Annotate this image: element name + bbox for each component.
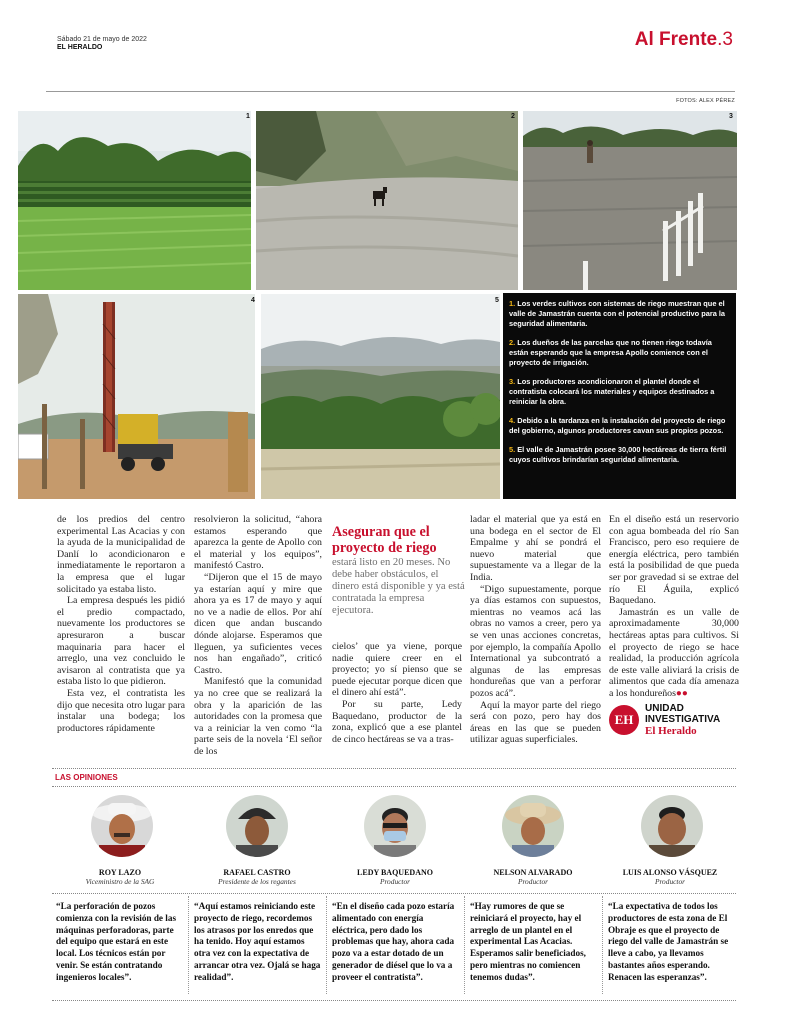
caption-number: 1. [509, 299, 516, 308]
paragraph: “Dijeron que el 15 de mayo ya estarían aquí y mire que ahora ya es 17 de mayo y aquí no ve a nadie de ellos. Por ahí dicen que andan buscando dónde alojarse. Esperamos que lleguen, ya suficientes veces nos han engañado”, criticó Castro. [194, 571, 322, 676]
logo-line-2: INVESTIGATIVA [645, 714, 721, 725]
opinion-quote: “En el diseño cada pozo estaría alimentado con energía eléctrica, pero dado los problemas que hay, ahora cada pozo va a estar dotado de un generador de diésel que lo va a proveer el contratista”. [332, 901, 455, 982]
article-column-3 [332, 641, 462, 745]
paragraph: Manifestó que la comunidad ya no cree que se realizará la obra y la aparición de las autoridades con la promesa que va a reiniciar la ven como “la parte seis de la novela ‘El señor de los [194, 676, 322, 757]
opinion-quote: “La perforación de pozos comienza con la revisión de las máquinas perforadoras, parte del equipo que estará en este local. Los técnicos están por venir. Se están contratando ingenieros locales”. [56, 901, 177, 982]
photo-number: 1 [246, 113, 250, 120]
photo-number: 2 [511, 113, 515, 120]
avatar [226, 795, 288, 857]
paragraph [609, 607, 739, 700]
logo-line-3: El Heraldo [645, 725, 697, 737]
opinion-role: Productor [517, 877, 549, 886]
article-column-5 [609, 514, 739, 700]
column-separator [464, 896, 465, 994]
opinion-quote: “La expectativa de todos los productores de esta zona de El Obraje es que el proyecto de riego del valle de Jamastrán se lleve a cabo, ya llevamos bastantes años esperando. Renacen las esperanzas”. [608, 901, 729, 982]
caption-number: 3. [509, 377, 516, 386]
avatar [502, 795, 564, 857]
avatar [364, 795, 426, 857]
paragraph: cielos’ que ya viene, porque nadie quiere creer en el proyecto; yo sí pienso que se puede ejecutar porque dicen que el dinero ahí está”. [332, 641, 462, 699]
logo-line-1: UNIDAD [645, 703, 684, 714]
opinion-role: Viceministro de la SAG [85, 877, 155, 886]
opinion-1 [56, 868, 184, 886]
headline: Aseguran que el proyecto de riego [332, 524, 437, 556]
opinions-label-rule [52, 786, 736, 787]
photo-green-crops [18, 111, 251, 290]
caption-text: El valle de Jamastrán posee 30,000 hectáreas de tierra fértil cuyos cultivos brindarían seguridad alimentaria. [509, 445, 727, 464]
caption-text: Los productores acondicionaron el plantel donde el contratista colocará los materiales y equipos destinados a reiniciar la obra. [509, 377, 715, 406]
photo-credit: FOTOS: ALEX PÉREZ [676, 98, 735, 104]
article-column-4 [470, 514, 601, 746]
opinion-2 [193, 868, 321, 886]
opinion-name: RAFAEL CASTRO [223, 868, 291, 877]
article-column-1 [57, 514, 185, 734]
caption-4 [509, 416, 729, 436]
article-column-2 [194, 514, 322, 757]
paragraph: resolvieron la solicitud, “ahora estamos esperando que aparezca la gente de Apollo con el material y los equipos”, manifestó Castro. [194, 514, 322, 572]
issue-date: Sábado 21 de mayo de 2022 [57, 36, 147, 43]
publication-name: EL HERALDO [57, 44, 103, 51]
paragraph: “Digo supuestamente, porque ya días estamos con supuestos, mientras no veamos acá las obras no vamos a creer, pero ya se ven unas acciones concretas, por ejemplo, la compañía Apollo International ya subcontrató a algunas de las empresas hondureñas que van a perforar pozos acá”. [470, 583, 601, 699]
paragraph: Por su parte, Ledy Baquedano, productor de la zona, explicó que a ese plantel de cinco hectáreas se va a tras- [332, 698, 462, 745]
opinion-5 [606, 868, 734, 886]
paragraph: La empresa después les pidió el predio compactado, nuevamente los productores se apresuraron a buscar maquinaria para hacer el arreglo, una vez concluido le avisaron al contratista que ya estaba listo lo que pidieron. [57, 595, 185, 688]
column-separator [602, 896, 603, 994]
photo-captions [503, 293, 736, 499]
opinion-role: Productor [379, 877, 411, 886]
avatar [641, 795, 703, 857]
caption-number: 4. [509, 416, 516, 425]
caption-3 [509, 377, 729, 407]
paragraph: de los predios del centro experimental Las Acacias y con la ayuda de la municipalidad de Danlí lo acondicionaron e inmediatamente le reportaron a la empresa que el lugar solicitado ya estaba listo. [57, 514, 185, 595]
photo-drilling-rig [18, 294, 255, 499]
opinion-3 [331, 868, 459, 886]
caption-number: 2. [509, 338, 516, 347]
end-mark: ●● [675, 687, 688, 699]
opinion-name: LUIS ALONSO VÁSQUEZ [622, 868, 718, 877]
photo-dry-field-horse [256, 111, 518, 290]
caption-5 [509, 445, 729, 465]
caption-1 [509, 299, 729, 329]
unidad-investigativa-logo [609, 703, 739, 739]
photo-valley-panorama [261, 294, 500, 499]
caption-text: Los verdes cultivos con sistemas de riego muestran que el valle de Jamastrán cuenta con el potencial productivo para la seguridad alimentaria. [509, 299, 726, 328]
opinion-quote: “Hay rumores de que se reiniciará el proyecto, hay el arreglo de un plantel en el experimental Las Acacias. Esperamos salir beneficiados, pero mientras no comiencen tenemos dudas”. [470, 901, 586, 982]
photo-number: 4 [251, 297, 255, 304]
deck: estará listo en 20 meses. No debe haber obstáculos, el dinero está disponible y ya está contratada la empresa ejecutora. [332, 557, 465, 616]
section-title [635, 29, 733, 51]
opinion-name: LEDY BAQUEDANO [357, 868, 433, 877]
logo-initials: EH [614, 712, 634, 727]
opinion-name: NELSON ALVARADO [493, 868, 573, 877]
section-name: Al Frente [634, 29, 718, 50]
opinion-4 [469, 868, 597, 886]
opinions-top-rule [52, 768, 736, 769]
caption-2 [509, 338, 729, 368]
header-rule [46, 91, 735, 92]
paragraph: ladar el material que ya está en una bodega en el sector de El Empalme y ahí se pondrá el nuevo material que supuestamente va a llegar de la India. [470, 514, 601, 583]
opinions-bottom-rule [52, 1000, 736, 1001]
paragraph: En el diseño está un reservorio con agua bombeada del río San Francisco, pero eso requiere de energía eléctrica, pero también está la posibilidad de que pueda ser por gravedad si se extrae del río El Águila, explicó Baquedano. [609, 514, 739, 607]
paragraph-text: Jamastrán es un valle de aproximadamente 30,000 hectáreas aptas para cultivos. Si el proyecto de riego se hace realidad, la producción agrícola de este valle aliviará la crisis de alimentos que cada día amenaza a los hondureños [609, 606, 739, 699]
photo-number: 3 [729, 113, 733, 120]
column-separator [326, 896, 327, 994]
caption-number: 5. [509, 445, 516, 454]
eh-logo-icon [609, 705, 639, 735]
opinion-role: Presidente de los regantes [218, 877, 296, 886]
opinion-name: ROY LAZO [98, 868, 142, 877]
opinion-role: Productor [654, 877, 686, 886]
caption-text: Los dueños de las parcelas que no tienen riego todavía están esperando que la empresa Apollo comience con el proyecto de irrigación. [509, 338, 712, 367]
photo-number: 5 [495, 297, 499, 304]
caption-text: Debido a la tardanza en la instalación del proyecto de riego del gobierno, algunos productores cavan sus propios pozos. [509, 416, 726, 435]
page-number: .3 [717, 29, 733, 50]
opinions-mid-rule [52, 893, 736, 894]
photo-plowed-field-pipes [523, 111, 737, 290]
paragraph: Esta vez, el contratista les dijo que necesita otro lugar para instalar una bodega; los productores rápidamente [57, 687, 185, 734]
opinion-quote: “Aquí estamos reiniciando este proyecto de riego, recordemos los atrasos por los enredos que ha tenido. Hoy aquí estamos otra vez con la expectativa de arrancar otra vez. Ojalá se haga realidad”. [194, 901, 321, 982]
paragraph: Aquí la mayor parte del riego será con pozo, pero hay dos áreas en las que se pueden utilizar aguas superficiales. [470, 699, 601, 746]
opinions-label: LAS OPINIONES [55, 773, 118, 782]
column-separator [188, 896, 189, 994]
avatar [91, 795, 153, 857]
